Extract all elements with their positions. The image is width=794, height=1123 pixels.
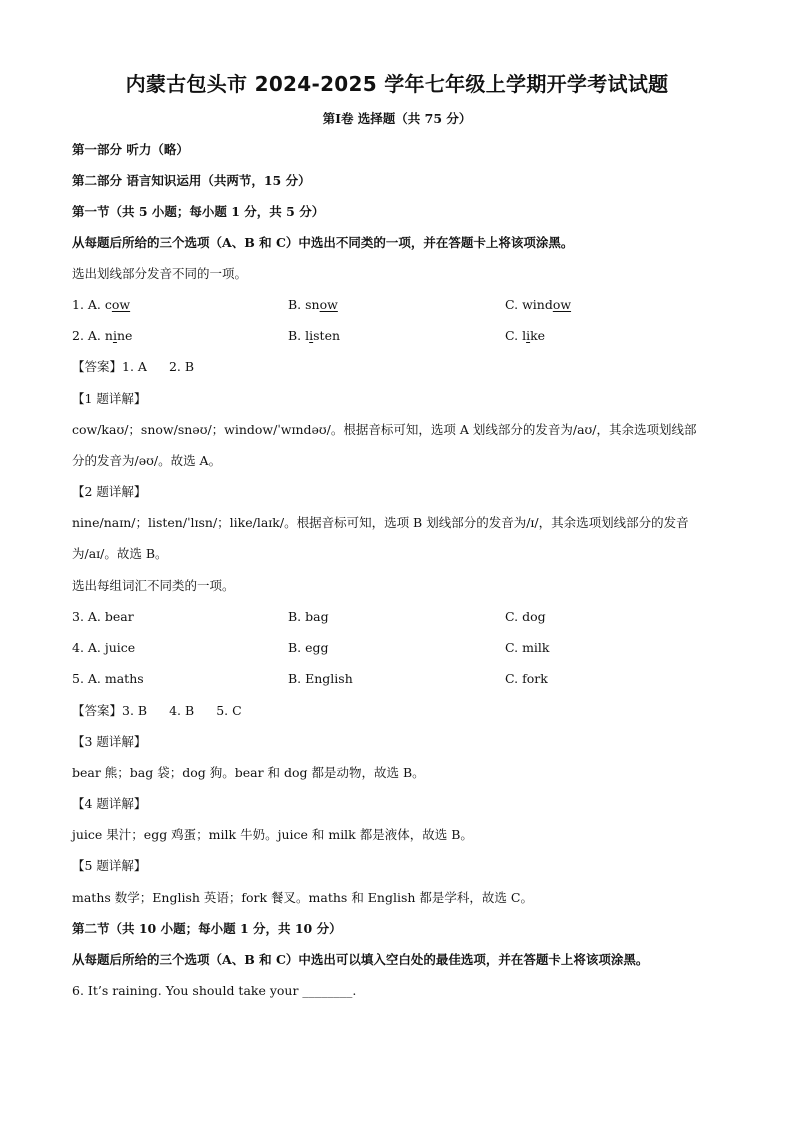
section2-heading: 第二节（共 10 小题；每小题 1 分，共 10 分） xyxy=(72,921,342,936)
detail2-text-line1: nine/naɪn/；listen/ˈlɪsn/；like/laɪk/。根据音标可知，选项 B 划线部分的发音为/ɪ/，其余选项划线部分的发音 xyxy=(72,515,689,530)
detail5-title: 【5 题详解】 xyxy=(72,858,147,873)
q1-option-c: C. window xyxy=(505,297,572,312)
question-6: 6. It’s raining. You should take your ________. xyxy=(72,983,357,998)
part1-heading: 第一部分 听力（略） xyxy=(72,142,189,157)
instruction1: 从每题后所给的三个选项（A、B 和 C）中选出不同类的一项，并在答题卡上将该项涂黑。 xyxy=(72,235,574,250)
sub-instruction1: 选出划线部分发音不同的一项。 xyxy=(72,266,248,281)
detail2-title: 【2 题详解】 xyxy=(72,484,147,499)
section1-heading: 第一节（共 5 小题；每小题 1 分，共 5 分） xyxy=(72,204,325,219)
q3-option-a: 3. A. bear xyxy=(72,609,134,624)
q2-option-b: B. listen xyxy=(288,328,341,343)
q5-option-b: B. English xyxy=(288,671,353,686)
detail5-text: maths 数学；English 英语；fork 餐叉。maths 和 English 都是学科，故选 C。 xyxy=(72,890,533,905)
part2-heading: 第二部分 语言知识运用（共两节，15 分） xyxy=(72,173,311,188)
q3-option-b: B. bag xyxy=(288,609,329,624)
q2-option-a: 2. A. nine xyxy=(72,328,133,343)
volume-subtitle: 第Ⅰ卷 选择题（共 75 分） xyxy=(322,111,472,126)
q4-option-b: B. egg xyxy=(288,640,329,655)
detail3-title: 【3 题详解】 xyxy=(72,734,147,749)
q4-option-c: C. milk xyxy=(505,640,550,655)
instruction2: 从每题后所给的三个选项（A、B 和 C）中选出可以填入空白处的最佳选项，并在答题卡上将该项涂黑。 xyxy=(72,952,649,967)
detail1-text-line2: 分的发音为/əʊ/。故选 A。 xyxy=(72,453,222,468)
sub-instruction2: 选出每组词汇不同类的一项。 xyxy=(72,578,235,593)
page-title: 内蒙古包头市 2024-2025 学年七年级上学期开学考试试题 xyxy=(125,72,669,96)
detail1-text-line1: cow/kaʊ/；snow/snəʊ/；window/ˈwɪndəʊ/。根据音标可知，选项 A 划线部分的发音为/aʊ/，其余选项划线部 xyxy=(72,422,697,437)
q1-option-a: 1. A. cow xyxy=(72,297,131,312)
detail2-text-line2: 为/aɪ/。故选 B。 xyxy=(72,546,168,561)
q3-option-c: C. dog xyxy=(505,609,546,624)
q2-option-c: C. like xyxy=(505,328,546,343)
q4-option-a: 4. A. juice xyxy=(72,640,136,655)
answer-block-1: 【答案】1. A 2. B xyxy=(72,359,195,374)
q5-option-a: 5. A. maths xyxy=(72,671,144,686)
q1-option-b: B. snow xyxy=(288,297,338,312)
detail4-text: juice 果汁；egg 鸡蛋；milk 牛奶。juice 和 milk 都是液体，故选 B。 xyxy=(72,827,473,842)
detail3-text: bear 熊；bag 袋；dog 狗。bear 和 dog 都是动物，故选 B。 xyxy=(72,765,425,780)
q5-option-c: C. fork xyxy=(505,671,548,686)
answer-block-2: 【答案】3. B 4. B 5. C xyxy=(72,703,242,718)
detail1-title: 【1 题详解】 xyxy=(72,391,147,406)
detail4-title: 【4 题详解】 xyxy=(72,796,147,811)
